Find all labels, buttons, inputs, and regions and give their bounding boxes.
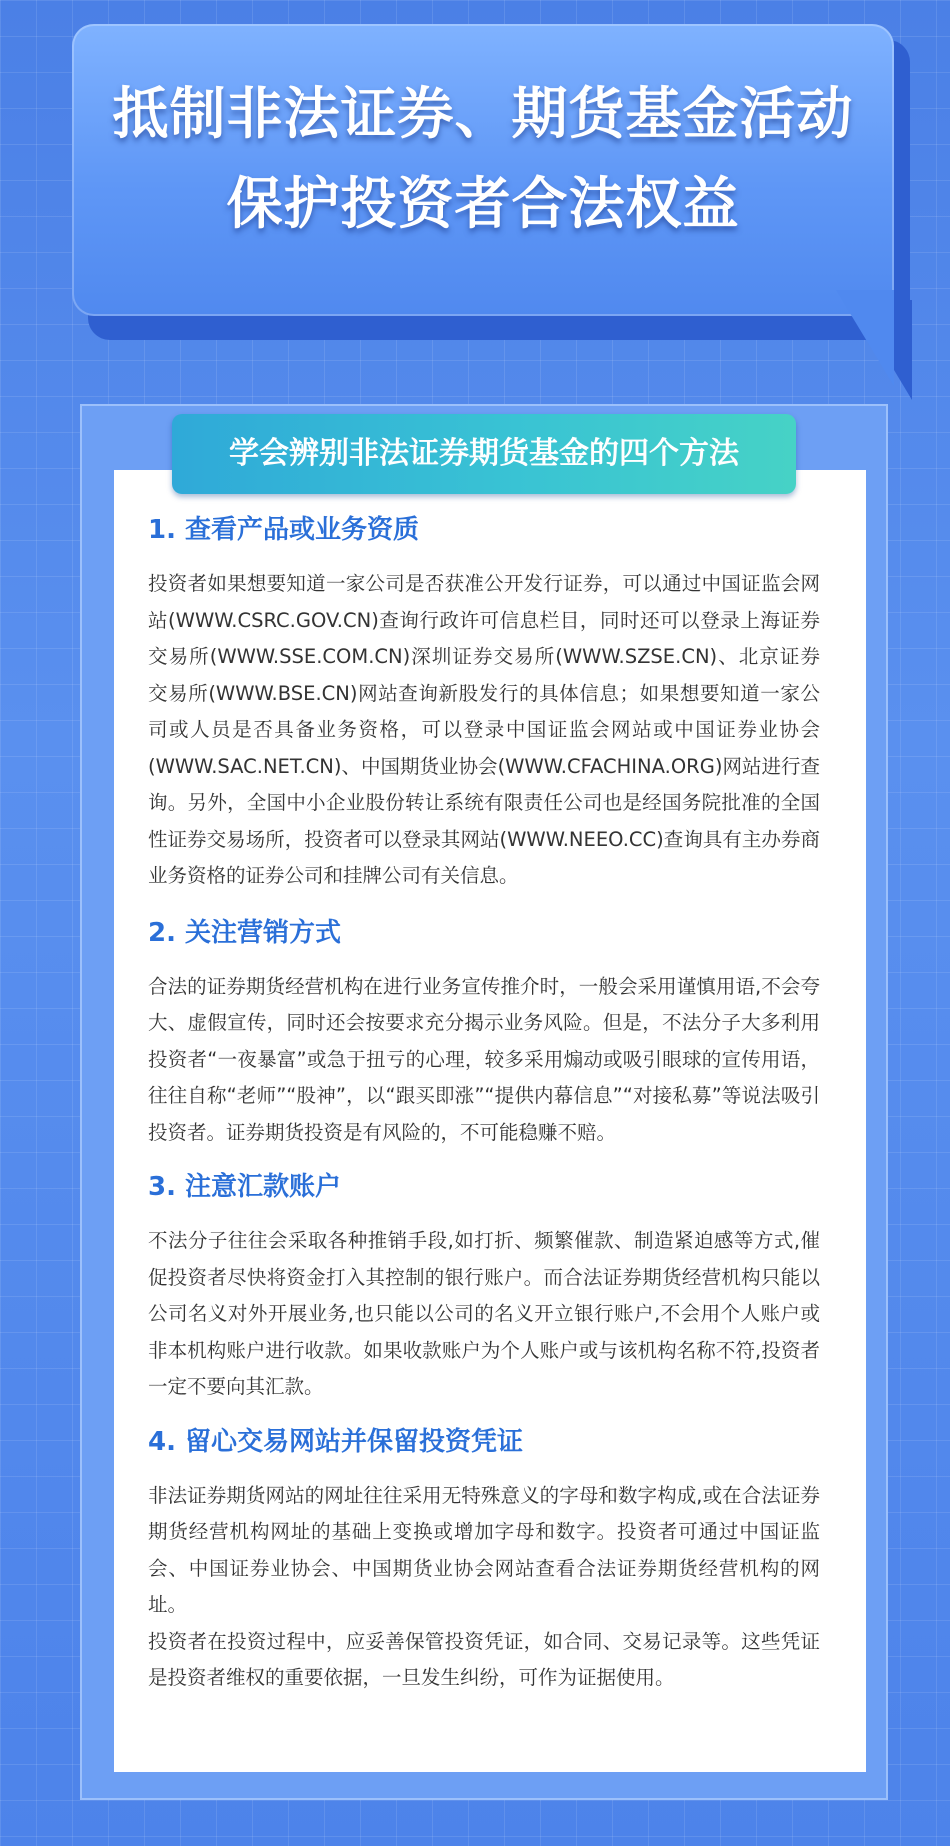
- method-section-1: [148, 512, 820, 895]
- method-heading-3: 3. 注意汇款账户: [148, 1172, 342, 1202]
- method-paragraph: 不法分子往往会采取各种推销手段,如打折、频繁催款、制造紧迫感等方式,催促投资者尽快将资金打入其控制的银行账户。而合法证券期货经营机构只能以公司名义对外开展业务,也只能以公司的名义开立银行账户,不会用个人账户或非本机构账户进行收款。如果收款账户为个人账户或与该机构名称不符,投资者一定不要向其汇款。: [148, 1229, 820, 1398]
- method-paragraph: 投资者在投资过程中，应妥善保管投资凭证，如合同、交易记录等。这些凭证是投资者维权的重要依据，一旦发生纠纷，可作为证据使用。: [148, 1629, 820, 1689]
- page-title: [72, 70, 894, 250]
- speech-bubble-tail: [836, 290, 894, 386]
- method-heading-4: 4. 留心交易网站并保留投资凭证: [148, 1426, 524, 1457]
- method-paragraph: 合法的证券期货经营机构在进行业务宣传推介时，一般会采用谨慎用语,不会夸大、虚假宣传，同时还会按要求充分揭示业务风险。但是，不法分子大多利用投资者“一夜暴富”或急于扭亏的心理，较多采用煽动或吸引眼球的宣传用语，往往自称“老师”“股神”，以“跟买即涨”“提供内幕信息”“对接私募”等说法吸引投资者。证券期货投资是有风险的，不可能稳赚不赔。: [148, 974, 820, 1144]
- title-line-1: 抵制非法证券、期货基金活动: [112, 82, 854, 147]
- content-body: [148, 512, 820, 1697]
- method-heading-1: 1. 查看产品或业务资质: [148, 515, 420, 545]
- method-section-2: [148, 915, 820, 1152]
- method-paragraph: 投资者如果想要知道一家公司是否获准公开发行证券，可以通过中国证监会网站(WWW.CSRC.GOV.CN)查询行政许可信息栏目，同时还可以登录上海证券交易所(WWW.SSE.COM.CN)深圳证券交易所(WWW.SZSE.CN)、北京证券交易所(WWW.BSE.CN)网站查询新股发行的具体信息；如果想要知道一家公司或人员是否具备业务资格，可以登录中国证监会网站或中国证券业协会(WWW.SAC.NET.CN)、中国期货业协会(WWW.CFACHINA.ORG)网站进行查询。另外，全国中小企业股份转让系统有限责任公司也是经国务院批准的全国性证券交易场所，投资者可以登录其网站(WWW.NEEO.CC)查询具有主办券商业务资格的证券公司和挂牌公司有关信息。: [148, 572, 820, 887]
- section-header: 学会辨别非法证券期货基金的四个方法: [172, 414, 796, 494]
- method-section-3: [148, 1169, 820, 1406]
- title-line-2: 保护投资者合法权益: [226, 172, 740, 237]
- method-heading-2: 2. 关注营销方式: [148, 917, 342, 948]
- method-paragraph: 非法证券期货网站的网址往往采用无特殊意义的字母和数字构成,或在合法证券期货经营机构网址的基础上变换或增加字母和数字。投资者可通过中国证监会、中国证券业协会、中国期货业协会网站查看合法证券期货经营机构的网址。: [148, 1483, 820, 1616]
- method-section-4: [148, 1424, 820, 1697]
